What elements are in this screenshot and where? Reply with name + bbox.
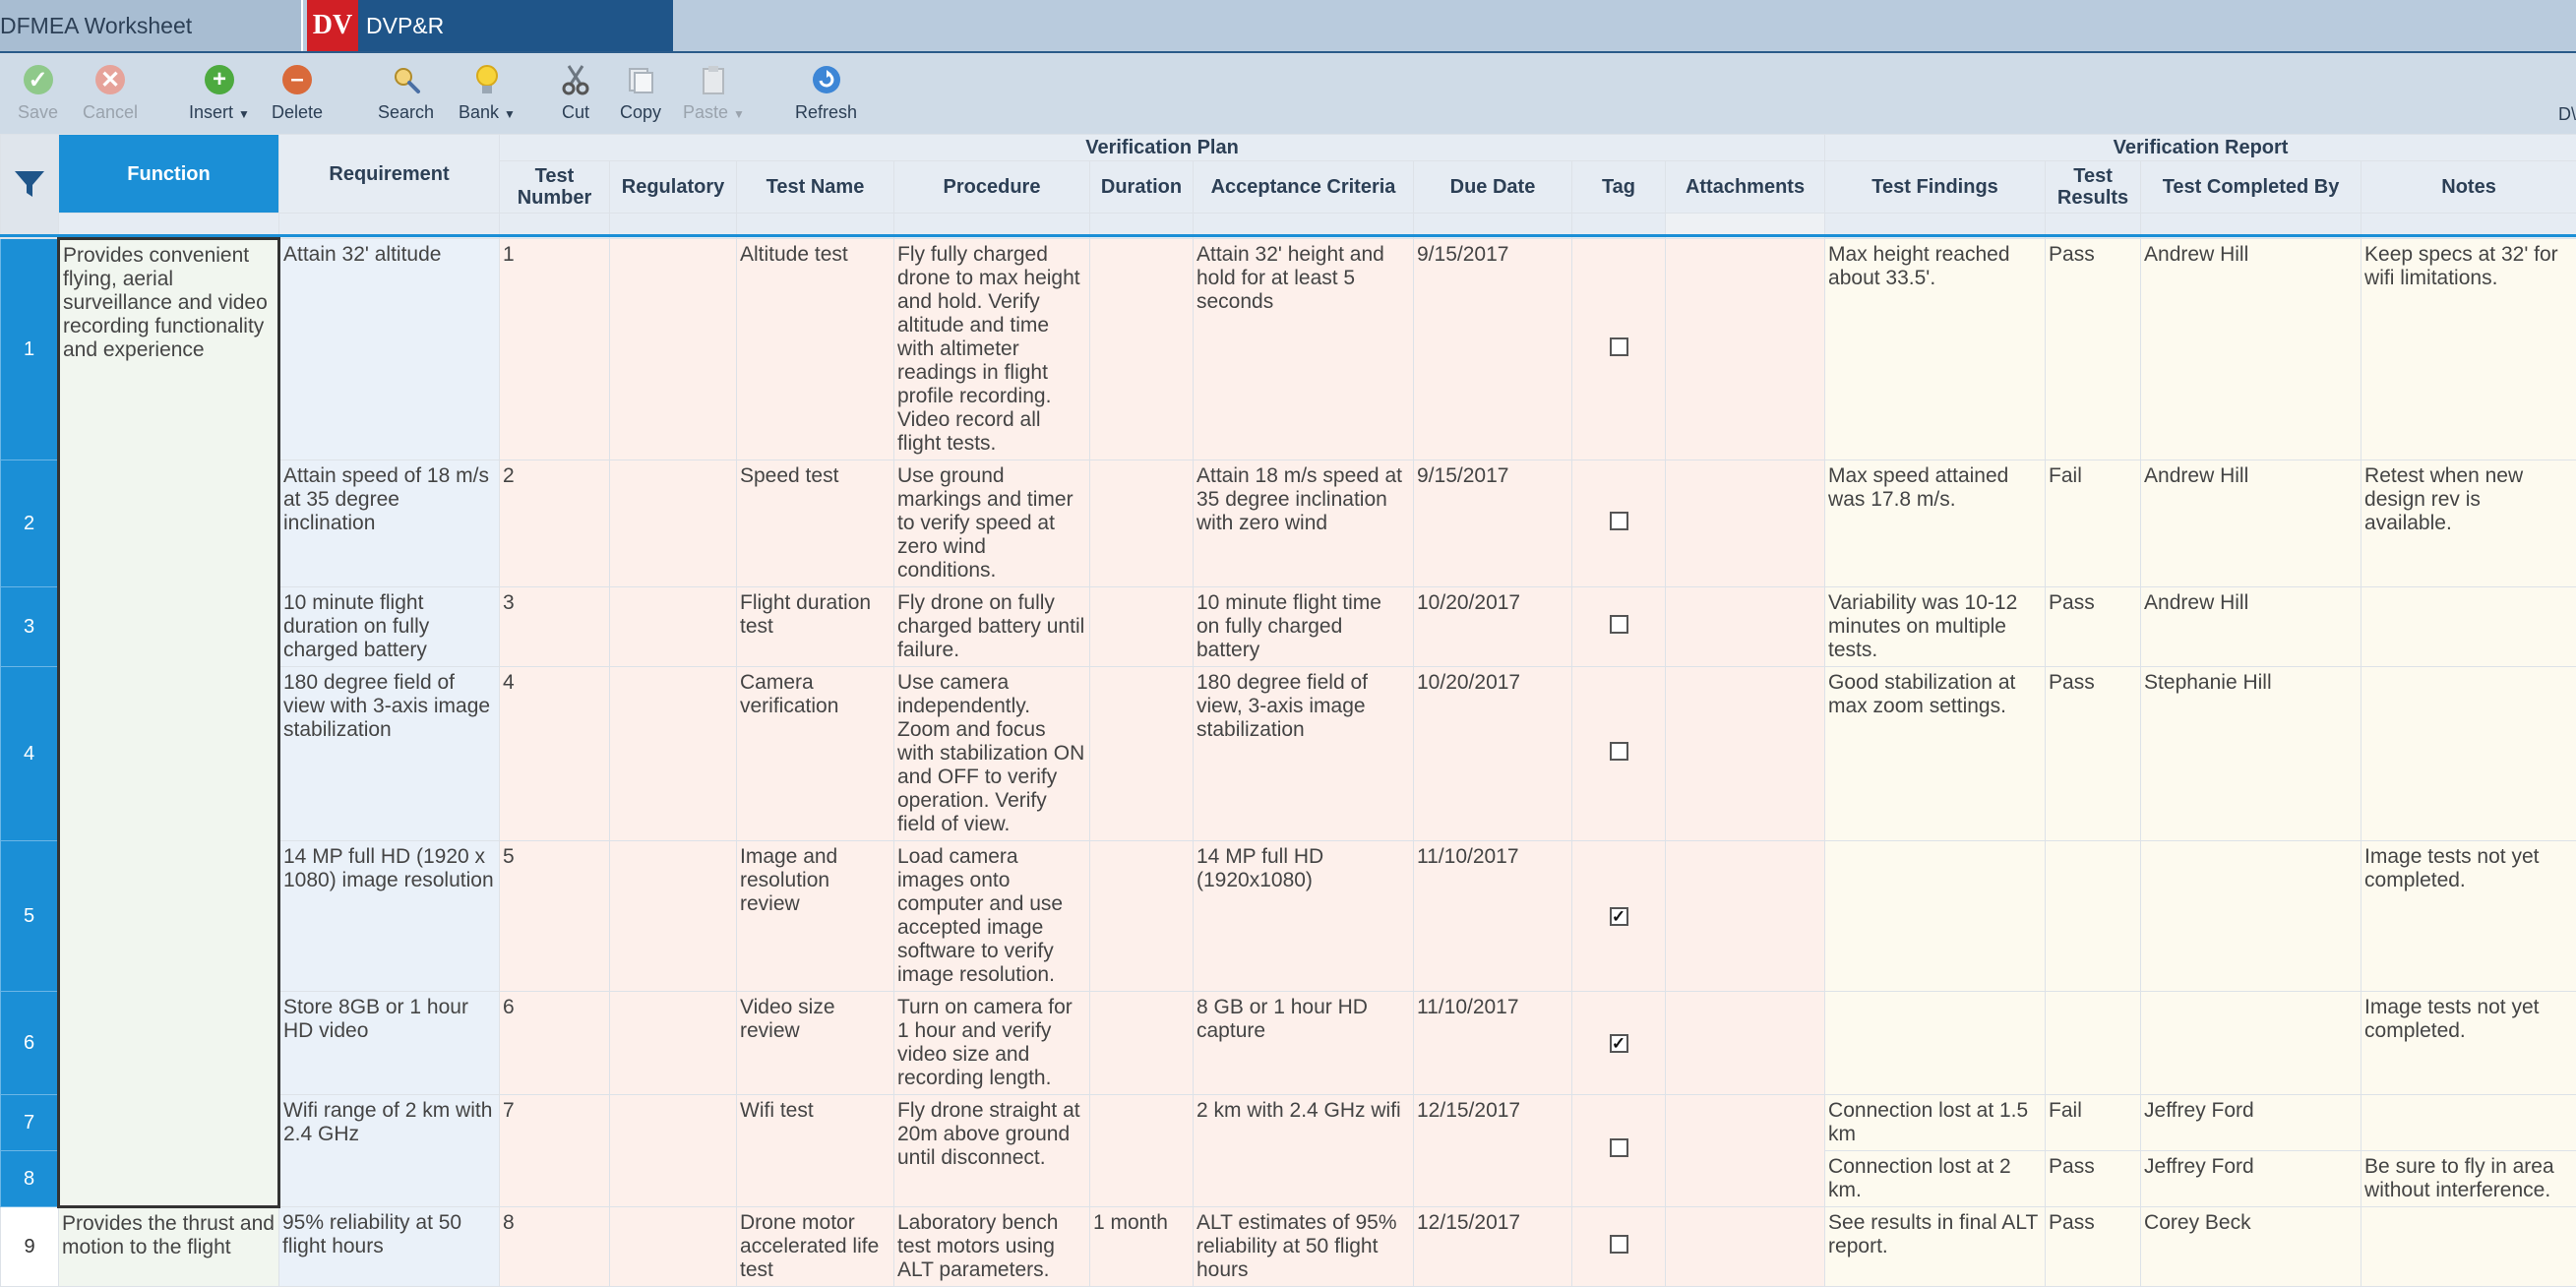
test-results-cell[interactable] <box>2046 841 2141 992</box>
group-header-verification-report: Verification Report <box>1825 135 2576 161</box>
tab-dfmea-worksheet[interactable] <box>0 0 303 51</box>
tab-dvpr[interactable] <box>307 0 673 51</box>
test-findings-cell[interactable]: Connection lost at 2 km. <box>1825 1151 2046 1207</box>
acceptance-criteria-cell[interactable]: 2 km with 2.4 GHz wifi <box>1194 1095 1414 1207</box>
test-name-cell[interactable]: Altitude test <box>737 239 894 460</box>
procedure-cell[interactable]: Fly drone straight at 20m above ground until disconnect. <box>894 1095 1090 1207</box>
test-completed-by-cell[interactable] <box>2141 841 2361 992</box>
acceptance-criteria-cell[interactable]: ALT estimates of 95% reliability at 50 flight hours <box>1194 1207 1414 1287</box>
test-name-cell[interactable]: Image and resolution review <box>737 841 894 992</box>
regulatory-cell[interactable] <box>610 1207 737 1287</box>
notes-cell[interactable] <box>2361 667 2576 841</box>
plus-circle-icon: + <box>203 63 236 96</box>
row-number[interactable]: 9 <box>1 1207 59 1287</box>
procedure-cell[interactable]: Fly fully charged drone to max height and hold. Verify altitude and time with altimeter readings in flight profile recording. Video record all flight tests. <box>894 239 1090 460</box>
tab-bar <box>0 0 2576 53</box>
duration-cell[interactable] <box>1090 460 1194 587</box>
refresh-label: Refresh <box>795 102 857 123</box>
regulatory-cell[interactable] <box>610 667 737 841</box>
test-number-cell[interactable]: 3 <box>500 587 610 667</box>
procedure-cell[interactable]: Laboratory bench test motors using ALT parameters. <box>894 1207 1090 1287</box>
notes-cell[interactable]: Retest when new design rev is available. <box>2361 460 2576 587</box>
function-cell[interactable]: Provides convenient flying, aerial surveillance and video recording functionality and experience <box>59 239 279 1207</box>
row-number[interactable]: 2 <box>1 460 59 587</box>
test-number-cell[interactable]: 7 <box>500 1095 610 1207</box>
copy-button[interactable] <box>620 63 661 123</box>
due-date-cell[interactable]: 11/10/2017 <box>1414 992 1572 1095</box>
due-date-cell[interactable]: 10/20/2017 <box>1414 667 1572 841</box>
requirement-cell[interactable]: 14 MP full HD (1920 x 1080) image resolution <box>279 841 500 992</box>
tag-cell <box>1572 667 1666 841</box>
copy-label: Copy <box>620 102 661 123</box>
tag-checkbox[interactable] <box>1610 742 1628 761</box>
column-header-procedure[interactable]: Procedure <box>894 161 1090 214</box>
paste-button[interactable] <box>683 63 745 123</box>
acceptance-criteria-cell[interactable]: 10 minute flight time on fully charged battery <box>1194 587 1414 667</box>
column-header-requirement[interactable]: Requirement <box>279 135 500 214</box>
test-name-cell[interactable]: Video size review <box>737 992 894 1095</box>
filter-corner[interactable] <box>1 135 59 239</box>
test-name-cell[interactable]: Wifi test <box>737 1095 894 1207</box>
tag-cell <box>1572 460 1666 587</box>
column-header-notes[interactable]: Notes <box>2361 161 2576 214</box>
chevron-down-icon: ▼ <box>504 107 516 121</box>
copy-icon <box>624 63 657 96</box>
requirement-cell[interactable]: Wifi range of 2 km with 2.4 GHz <box>279 1095 500 1207</box>
tab-label: DFMEA Worksheet <box>0 13 192 39</box>
requirement-cell[interactable]: 10 minute flight duration on fully charged battery <box>279 587 500 667</box>
acceptance-criteria-cell[interactable]: 14 MP full HD (1920x1080) <box>1194 841 1414 992</box>
test-results-cell[interactable] <box>2046 992 2141 1095</box>
test-number-cell[interactable]: 1 <box>500 239 610 460</box>
test-findings-cell[interactable]: Good stabilization at max zoom settings. <box>1825 667 2046 841</box>
test-results-cell[interactable]: Pass <box>2046 1207 2141 1287</box>
requirement-cell[interactable]: 180 degree field of view with 3-axis image stabilization <box>279 667 500 841</box>
requirement-cell[interactable]: Store 8GB or 1 hour HD video <box>279 992 500 1095</box>
test-number-cell[interactable]: 6 <box>500 992 610 1095</box>
regulatory-cell[interactable] <box>610 239 737 460</box>
table-row[interactable] <box>1 460 2576 587</box>
test-findings-cell[interactable]: Max height reached about 33.5'. <box>1825 239 2046 460</box>
requirement-cell[interactable]: Attain 32' altitude <box>279 239 500 460</box>
scissors-icon <box>559 63 592 96</box>
attachments-cell[interactable] <box>1666 460 1825 587</box>
chevron-down-icon: ▼ <box>733 107 745 121</box>
test-completed-by-cell[interactable]: Corey Beck <box>2141 1207 2361 1287</box>
acceptance-criteria-cell[interactable]: 8 GB or 1 hour HD capture <box>1194 992 1414 1095</box>
tag-cell <box>1572 1207 1666 1287</box>
insert-button[interactable] <box>189 63 250 123</box>
function-cell[interactable]: Provides the thrust and motion to the flight <box>59 1207 279 1287</box>
row-number[interactable]: 4 <box>1 667 59 841</box>
regulatory-cell[interactable] <box>610 1095 737 1207</box>
test-findings-cell[interactable] <box>1825 841 2046 992</box>
table-row[interactable] <box>1 1207 2576 1287</box>
test-findings-cell[interactable]: Connection lost at 1.5 km <box>1825 1095 2046 1151</box>
notes-cell[interactable]: Be sure to fly in area without interference. <box>2361 1151 2576 1207</box>
column-header-tag[interactable]: Tag <box>1572 161 1666 214</box>
cut-label: Cut <box>562 102 589 123</box>
test-completed-by-cell[interactable]: Andrew Hill <box>2141 587 2361 667</box>
column-header-test-number[interactable]: Test Number <box>500 161 610 214</box>
row-number[interactable]: 3 <box>1 587 59 667</box>
dv-logo-icon: DV <box>307 0 358 51</box>
refresh-icon <box>810 63 843 96</box>
duration-cell[interactable] <box>1090 587 1194 667</box>
test-results-cell[interactable]: Pass <box>2046 667 2141 841</box>
table-row[interactable] <box>1 587 2576 667</box>
cancel-label: Cancel <box>83 102 138 123</box>
lightbulb-icon <box>470 63 504 96</box>
tag-cell <box>1572 239 1666 460</box>
row-number[interactable]: 6 <box>1 992 59 1095</box>
table-row[interactable] <box>1 1095 2576 1151</box>
notes-cell[interactable]: Keep specs at 32' for wifi limitations. <box>2361 239 2576 460</box>
cancel-button[interactable] <box>83 63 138 123</box>
table-row[interactable] <box>1 239 2576 460</box>
duration-cell[interactable]: 1 month <box>1090 1207 1194 1287</box>
attachments-cell[interactable] <box>1666 1207 1825 1287</box>
test-completed-by-cell[interactable] <box>2141 992 2361 1095</box>
tag-cell <box>1572 841 1666 992</box>
column-header-duration[interactable]: Duration <box>1090 161 1194 214</box>
test-name-cell[interactable]: Drone motor accelerated life test <box>737 1207 894 1287</box>
column-header-test-results[interactable]: Test Results <box>2046 161 2141 214</box>
duration-cell[interactable] <box>1090 841 1194 992</box>
notes-cell[interactable] <box>2361 587 2576 667</box>
due-date-cell[interactable]: 11/10/2017 <box>1414 841 1572 992</box>
test-findings-cell[interactable]: Variability was 10-12 minutes on multiple tests. <box>1825 587 2046 667</box>
paste-label: Paste ▼ <box>683 102 745 123</box>
group-header-verification-plan: Verification Plan <box>500 135 1825 161</box>
procedure-cell[interactable]: Load camera images onto computer and use accepted image software to verify image resolution. <box>894 841 1090 992</box>
test-results-cell[interactable]: Fail <box>2046 460 2141 587</box>
tag-checkbox[interactable] <box>1610 1235 1628 1254</box>
requirement-cell[interactable]: 95% reliability at 50 flight hours <box>279 1207 500 1287</box>
x-circle-icon: ✕ <box>93 63 127 96</box>
due-date-cell[interactable]: 12/15/2017 <box>1414 1095 1572 1207</box>
due-date-cell[interactable]: 9/15/2017 <box>1414 460 1572 587</box>
filter-icon <box>12 167 47 201</box>
search-button[interactable] <box>378 63 434 123</box>
procedure-cell[interactable]: Fly drone on fully charged battery until failure. <box>894 587 1090 667</box>
bank-button[interactable] <box>459 63 516 123</box>
notes-cell[interactable] <box>2361 1095 2576 1151</box>
chevron-down-icon: ▼ <box>238 107 250 121</box>
test-findings-cell[interactable]: Max speed attained was 17.8 m/s. <box>1825 460 2046 587</box>
tag-checkbox[interactable] <box>1610 512 1628 530</box>
due-date-cell[interactable]: 10/20/2017 <box>1414 587 1572 667</box>
tab-label: DVP&R <box>366 13 444 39</box>
regulatory-cell[interactable] <box>610 460 737 587</box>
test-results-cell[interactable]: Fail <box>2046 1095 2141 1151</box>
test-completed-by-cell[interactable]: Andrew Hill <box>2141 460 2361 587</box>
test-results-cell[interactable]: Pass <box>2046 1151 2141 1207</box>
column-header-acceptance-criteria[interactable]: Acceptance Criteria <box>1194 161 1414 214</box>
attachments-cell[interactable] <box>1666 841 1825 992</box>
notes-cell[interactable]: Image tests not yet completed. <box>2361 992 2576 1095</box>
test-completed-by-cell[interactable]: Jeffrey Ford <box>2141 1151 2361 1207</box>
test-number-cell[interactable]: 2 <box>500 460 610 587</box>
attachments-cell[interactable] <box>1666 667 1825 841</box>
column-header-test-name[interactable]: Test Name <box>737 161 894 214</box>
table-row[interactable] <box>1 992 2576 1095</box>
cut-button[interactable] <box>559 63 592 123</box>
header-divider <box>0 234 2576 237</box>
row-number[interactable]: 8 <box>1 1151 59 1207</box>
test-number-cell[interactable]: 5 <box>500 841 610 992</box>
test-name-cell[interactable]: Flight duration test <box>737 587 894 667</box>
insert-label: Insert ▼ <box>189 102 250 123</box>
attachments-cell[interactable] <box>1666 239 1825 460</box>
column-header-function[interactable]: Function <box>59 135 279 214</box>
column-header-attachments[interactable]: Attachments <box>1666 161 1825 214</box>
procedure-cell[interactable]: Use camera independently. Zoom and focus with stabilization ON and OFF to verify operation. Verify field of view. <box>894 667 1090 841</box>
procedure-cell[interactable]: Use ground markings and timer to verify speed at zero wind conditions. <box>894 460 1090 587</box>
test-completed-by-cell[interactable]: Andrew Hill <box>2141 239 2361 460</box>
notes-cell[interactable] <box>2361 1207 2576 1287</box>
test-number-cell[interactable]: 8 <box>500 1207 610 1287</box>
tag-checkbox[interactable] <box>1610 337 1628 356</box>
row-number[interactable]: 1 <box>1 239 59 460</box>
save-label: Save <box>18 102 58 123</box>
save-button[interactable] <box>18 63 58 123</box>
bank-label: Bank ▼ <box>459 102 516 123</box>
delete-button[interactable] <box>272 63 323 123</box>
due-date-cell[interactable]: 12/15/2017 <box>1414 1207 1572 1287</box>
row-number[interactable]: 5 <box>1 841 59 992</box>
row-number[interactable]: 7 <box>1 1095 59 1151</box>
duration-cell[interactable] <box>1090 1095 1194 1207</box>
tag-checkbox[interactable]: ✓ <box>1610 1034 1628 1053</box>
test-number-cell[interactable]: 4 <box>500 667 610 841</box>
duration-cell[interactable] <box>1090 239 1194 460</box>
regulatory-cell[interactable] <box>610 587 737 667</box>
search-label: Search <box>378 102 434 123</box>
regulatory-cell[interactable] <box>610 841 737 992</box>
column-header-due-date[interactable]: Due Date <box>1414 161 1572 214</box>
table-row[interactable] <box>1 841 2576 992</box>
minus-circle-icon: – <box>280 63 314 96</box>
tag-checkbox[interactable] <box>1610 615 1628 634</box>
duration-cell[interactable] <box>1090 667 1194 841</box>
test-results-cell[interactable]: Pass <box>2046 587 2141 667</box>
procedure-cell[interactable]: Turn on camera for 1 hour and verify video size and recording length. <box>894 992 1090 1095</box>
test-name-cell[interactable]: Speed test <box>737 460 894 587</box>
tag-checkbox[interactable] <box>1610 1138 1628 1157</box>
column-header-test-completed-by[interactable]: Test Completed By <box>2141 161 2361 214</box>
column-header-regulatory[interactable]: Regulatory <box>610 161 737 214</box>
tag-checkbox[interactable]: ✓ <box>1610 907 1628 926</box>
search-icon <box>390 63 423 96</box>
attachments-cell[interactable] <box>1666 992 1825 1095</box>
acceptance-criteria-cell[interactable]: 180 degree field of view, 3-axis image stabilization <box>1194 667 1414 841</box>
acceptance-criteria-cell[interactable]: Attain 18 m/s speed at 35 degree inclination with zero wind <box>1194 460 1414 587</box>
delete-label: Delete <box>272 102 323 123</box>
column-header-test-findings[interactable]: Test Findings <box>1825 161 2046 214</box>
test-completed-by-cell[interactable]: Jeffrey Ford <box>2141 1095 2361 1151</box>
notes-cell[interactable]: Image tests not yet completed. <box>2361 841 2576 992</box>
test-name-cell[interactable]: Camera verification <box>737 667 894 841</box>
test-results-cell[interactable]: Pass <box>2046 239 2141 460</box>
tag-cell <box>1572 587 1666 667</box>
attachments-cell[interactable] <box>1666 1095 1825 1207</box>
refresh-button[interactable] <box>795 63 857 123</box>
regulatory-cell[interactable] <box>610 992 737 1095</box>
table-row[interactable] <box>1 667 2576 841</box>
attachments-cell[interactable] <box>1666 587 1825 667</box>
dvpr-grid <box>0 134 2576 1287</box>
duration-cell[interactable] <box>1090 992 1194 1095</box>
due-date-cell[interactable]: 9/15/2017 <box>1414 239 1572 460</box>
clipboard-icon <box>697 63 730 96</box>
tag-cell <box>1572 1095 1666 1207</box>
toolbar-overflow-text: D\ <box>2558 104 2576 125</box>
requirement-cell[interactable]: Attain speed of 18 m/s at 35 degree inclination <box>279 460 500 587</box>
acceptance-criteria-cell[interactable]: Attain 32' height and hold for at least 5 seconds <box>1194 239 1414 460</box>
toolbar <box>0 53 2576 134</box>
test-completed-by-cell[interactable]: Stephanie Hill <box>2141 667 2361 841</box>
tag-cell <box>1572 992 1666 1095</box>
check-circle-icon: ✓ <box>22 63 55 96</box>
test-findings-cell[interactable]: See results in final ALT report. <box>1825 1207 2046 1287</box>
test-findings-cell[interactable] <box>1825 992 2046 1095</box>
